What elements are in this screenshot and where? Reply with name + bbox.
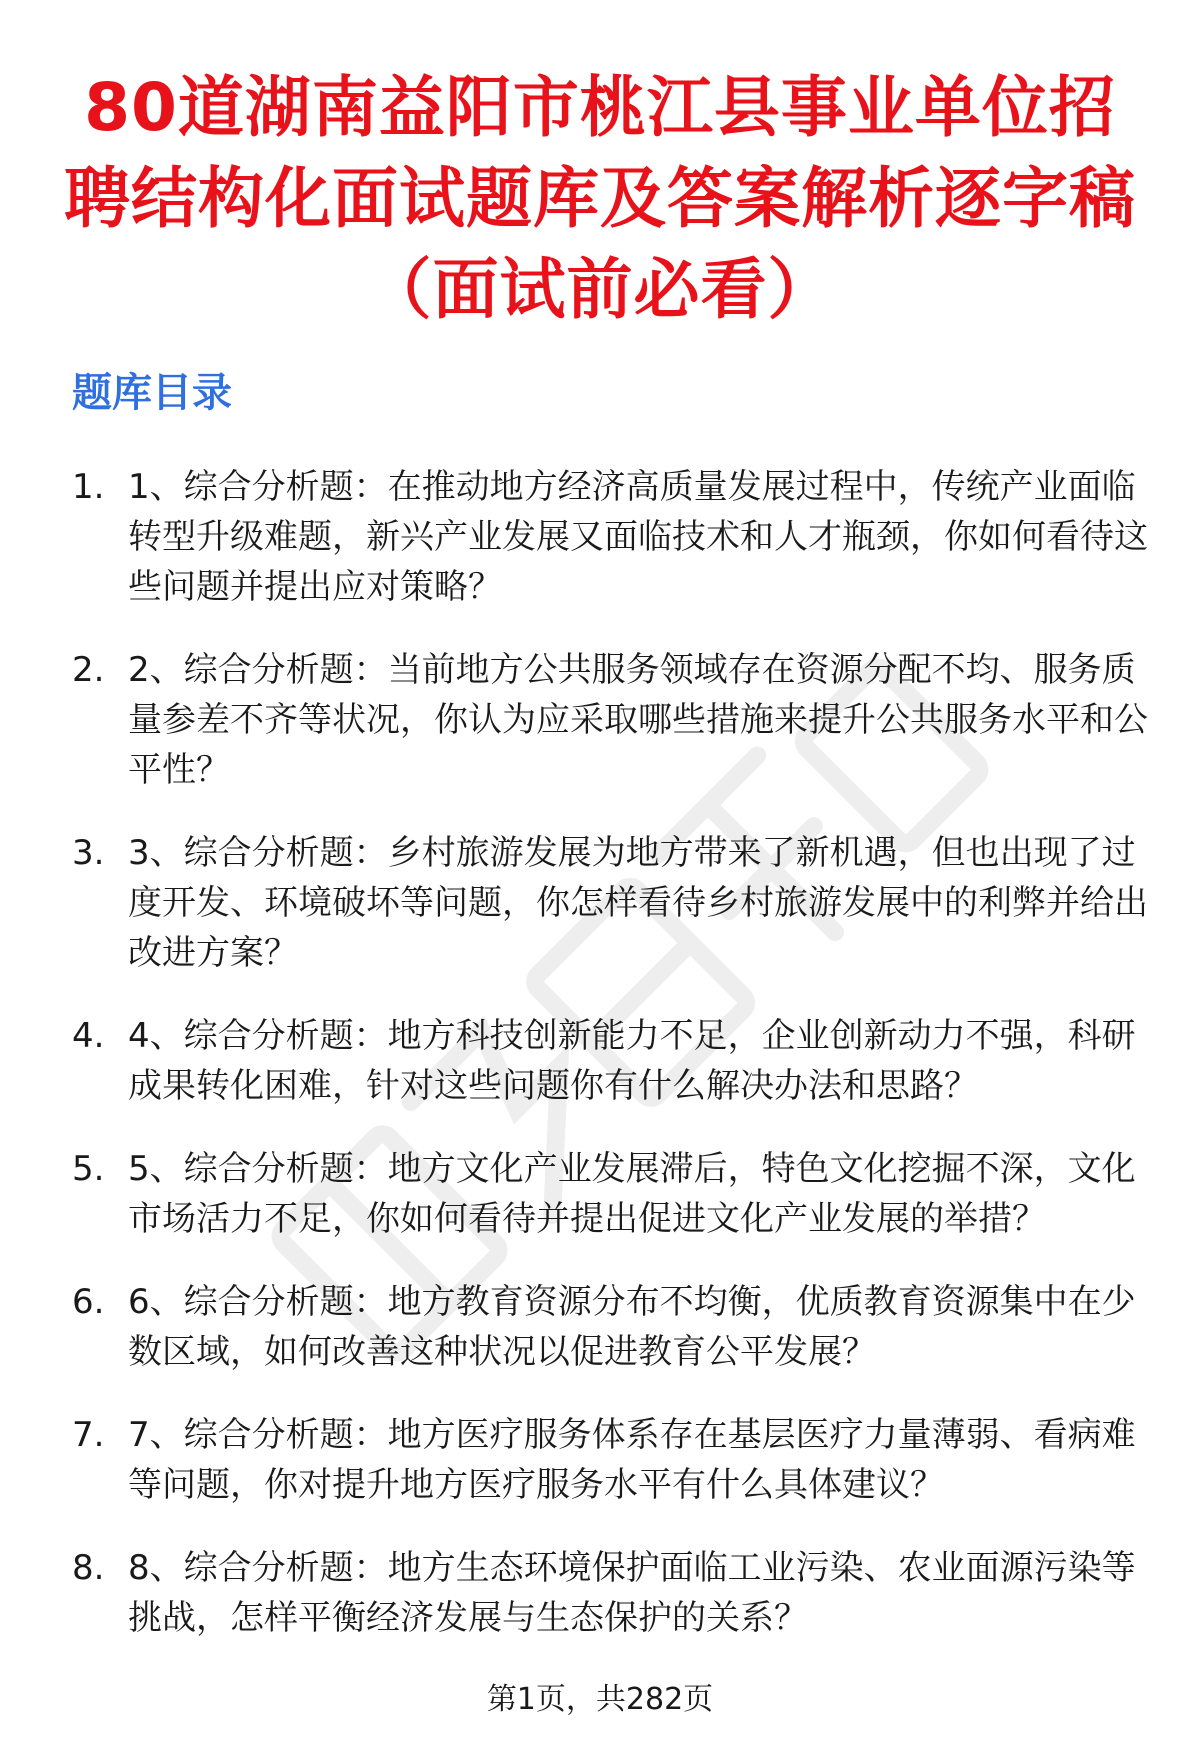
list-item-number: 8.	[72, 1548, 105, 1588]
list-item	[0, 1410, 1200, 1510]
list-item-text: 7、综合分析题：地方医疗服务体系存在基层医疗力量薄弱、看病难等问题，你对提升地方医疗服务水平有什么具体建议？	[128, 1415, 1136, 1505]
toc-heading: 题库目录	[72, 370, 232, 416]
list-item-number: 7.	[72, 1415, 105, 1455]
list-item	[0, 1277, 1200, 1377]
list-item-text: 6、综合分析题：地方教育资源分布不均衡，优质教育资源集中在少数区域，如何改善这种状况以促进教育公平发展？	[128, 1282, 1136, 1372]
list-item-number: 2.	[72, 650, 105, 690]
question-list	[0, 462, 1200, 1676]
list-item-number: 3.	[72, 833, 105, 873]
list-item-text: 4、综合分析题：地方科技创新能力不足，企业创新动力不强，科研成果转化困难，针对这些问题你有什么解决办法和思路？	[128, 1016, 1136, 1106]
list-item-text: 8、综合分析题：地方生态环境保护面临工业污染、农业面源污染等挑战，怎样平衡经济发展与生态保护的关系？	[128, 1548, 1136, 1638]
list-item-text: 3、综合分析题：乡村旅游发展为地方带来了新机遇，但也出现了过度开发、环境破坏等问题，你怎样看待乡村旅游发展中的利弊并给出改进方案？	[128, 833, 1148, 973]
list-item	[0, 1144, 1200, 1244]
list-item-number: 6.	[72, 1282, 105, 1322]
document-title: 80道湖南益阳市桃江县事业单位招聘结构化面试题库及答案解析逐字稿（面试前必看）	[64, 69, 1136, 328]
list-item-text: 5、综合分析题：地方文化产业发展滞后，特色文化挖掘不深，文化市场活力不足，你如何看待并提出促进文化产业发展的举措？	[128, 1149, 1136, 1239]
list-item	[0, 1543, 1200, 1643]
list-item-number: 4.	[72, 1016, 105, 1056]
list-item	[0, 1011, 1200, 1111]
list-item-text: 2、综合分析题：当前地方公共服务领域存在资源分配不均、服务质量参差不齐等状况，你认为应采取哪些措施来提升公共服务水平和公平性？	[128, 650, 1148, 790]
list-item-text: 1、综合分析题：在推动地方经济高质量发展过程中，传统产业面临转型升级难题，新兴产业发展又面临技术和人才瓶颈，你如何看待这些问题并提出应对策略？	[128, 467, 1148, 607]
list-item-number: 5.	[72, 1149, 105, 1189]
page-footer: 第1页，共282页	[486, 1682, 714, 1717]
list-item	[0, 645, 1200, 795]
list-item	[0, 462, 1200, 612]
list-item-number: 1.	[72, 467, 105, 507]
list-item	[0, 828, 1200, 978]
